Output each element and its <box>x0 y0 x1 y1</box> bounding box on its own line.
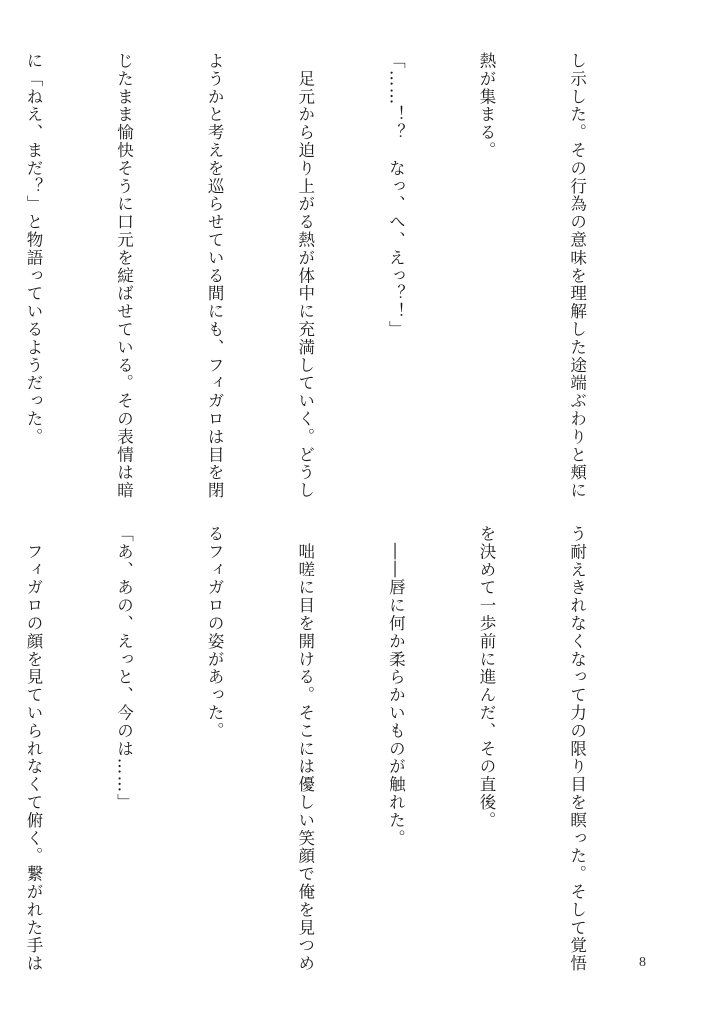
text-block-bottom <box>23 525 652 973</box>
text-column: に「ねえ、まだ？」と物語っているようだった。 <box>23 52 43 446</box>
text-column: じたまま愉快そうに口元を綻ばせている。その表情は暗 <box>114 52 134 500</box>
text-column: 足元から迫り上がる熱が体中に充満していく。どうし <box>295 52 315 500</box>
text-column: を決めて一歩前に進んだ、その直後。 <box>476 525 496 830</box>
text-column: 「……！？ なっ、へ、えっ？！」 <box>386 52 406 339</box>
text-column: 「あ、あの、えっと、今のは……」 <box>114 525 134 812</box>
text-column: し示した。その行為の意味を理解した途端ぶわりと頬に <box>567 52 587 500</box>
text-column: ――唇に何か柔らかいものが触れた。 <box>386 525 406 848</box>
text-column: う耐えきれなくなって力の限り目を瞑った。そして覚悟 <box>567 525 587 973</box>
text-column: 咄嗟に目を開ける。そこには優しい笑顔で俺を見つめ <box>295 525 315 973</box>
text-block-top <box>23 52 652 500</box>
text-column: るフィガロの姿があった。 <box>205 525 225 740</box>
text-column: 熱が集まる。 <box>476 52 496 160</box>
text-column: ようかと考えを巡らせている間にも、フィガロは目を閉 <box>205 52 225 500</box>
text-column: フィガロの顔を見ていられなくて俯く。繋がれた手は <box>23 525 43 973</box>
page-number: 8 <box>639 955 646 970</box>
